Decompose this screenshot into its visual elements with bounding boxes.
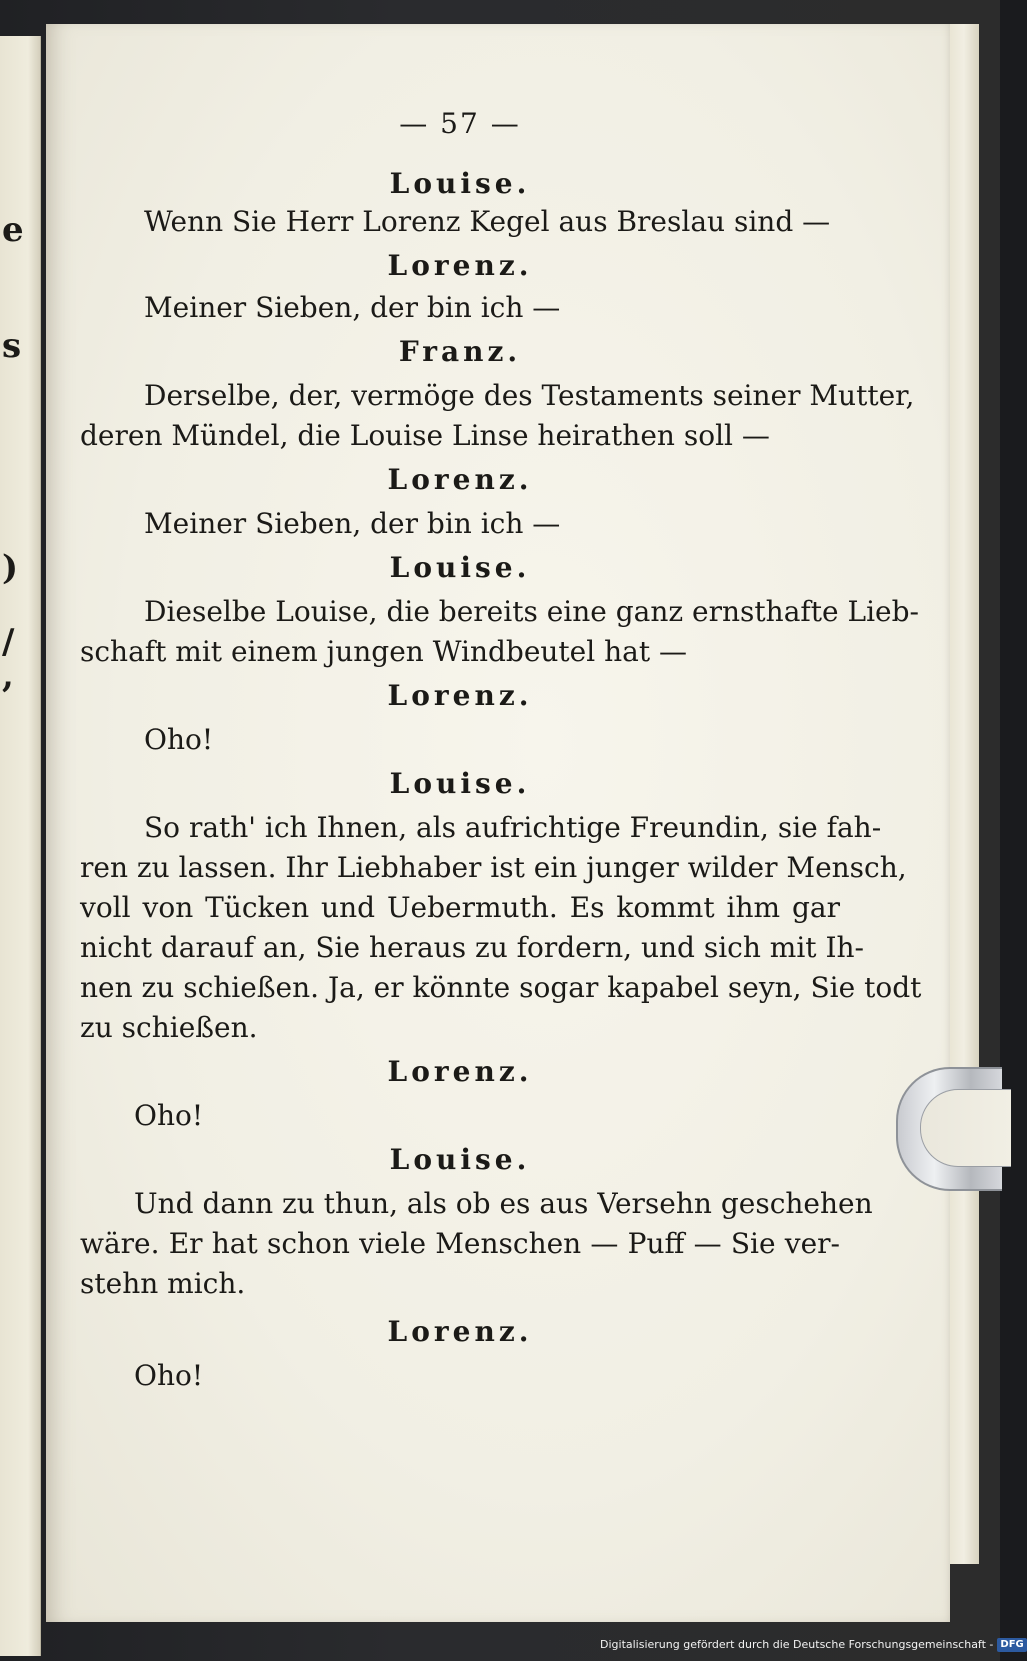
dialogue-line: voll von Tücken und Uebermuth. Es kommt ihm gar	[80, 891, 840, 924]
speaker-name: Louise.	[389, 767, 531, 800]
speaker-name: Louise.	[389, 551, 531, 584]
dialogue-line: deren Mündel, die Louise Linse heirathen soll —	[80, 419, 770, 452]
dialogue-line: zu schießen.	[80, 1011, 258, 1044]
speaker-name: Lorenz.	[387, 1315, 533, 1348]
dialogue-line: Dieselbe Louise, die bereits eine ganz ernsthafte Lieb-	[144, 595, 919, 628]
facing-page-glyph: e	[2, 210, 24, 250]
speaker-name: Lorenz.	[387, 249, 533, 282]
facing-page-glyph: /	[2, 622, 15, 662]
digitization-credit	[600, 1632, 1024, 1658]
page-clip-inner	[920, 1089, 1011, 1167]
facing-page-glyph: )	[2, 548, 19, 588]
page-stack-edge	[948, 24, 979, 1564]
dialogue-line: Oho!	[144, 723, 214, 756]
page-number: — 57 —	[399, 107, 521, 140]
dialogue-line: So rath' ich Ihnen, als aufrichtige Freundin, sie fah-	[144, 811, 882, 844]
dialogue-line: Meiner Sieben, der bin ich —	[144, 291, 561, 324]
dialogue-line: Und dann zu thun, als ob es aus Versehn geschehen	[134, 1187, 873, 1220]
dialogue-line: stehn mich.	[80, 1267, 246, 1300]
speaker-name: Louise.	[389, 167, 531, 200]
dialogue-line: nen zu schießen. Ja, er könnte sogar kapabel seyn, Sie todt	[80, 971, 922, 1004]
dialogue-line: ren zu lassen. Ihr Liebhaber ist ein junger wilder Mensch,	[80, 851, 907, 884]
dfg-logo: DFG	[997, 1638, 1026, 1652]
facing-page-glyph: ,	[2, 656, 14, 696]
dialogue-line: Oho!	[134, 1359, 204, 1392]
dialogue-line: nicht darauf an, Sie heraus zu fordern, und sich mit Ih-	[80, 931, 865, 964]
speaker-name: Lorenz.	[387, 679, 533, 712]
dialogue-line: Meiner Sieben, der bin ich —	[144, 507, 561, 540]
page-clip	[896, 1067, 1002, 1191]
speaker-name: Lorenz.	[387, 463, 533, 496]
dialogue-line: schaft mit einem jungen Windbeutel hat —	[80, 635, 687, 668]
dialogue-line: Oho!	[134, 1099, 204, 1132]
facing-page-glyph: s	[2, 326, 22, 366]
dialogue-line: wäre. Er hat schon viele Menschen — Puff — Sie ver-	[80, 1227, 840, 1260]
dialogue-line: Wenn Sie Herr Lorenz Kegel aus Breslau sind —	[144, 205, 831, 238]
facing-page-edge	[0, 36, 41, 1656]
dialogue-line: Derselbe, der, vermöge des Testaments seiner Mutter,	[144, 379, 915, 412]
speaker-name: Franz.	[398, 335, 522, 368]
digitization-credit-text: Digitalisierung gefördert durch die Deutsche Forschungsgemeinschaft -	[600, 1638, 994, 1651]
speaker-name: Lorenz.	[387, 1055, 533, 1088]
speaker-name: Louise.	[389, 1143, 531, 1176]
